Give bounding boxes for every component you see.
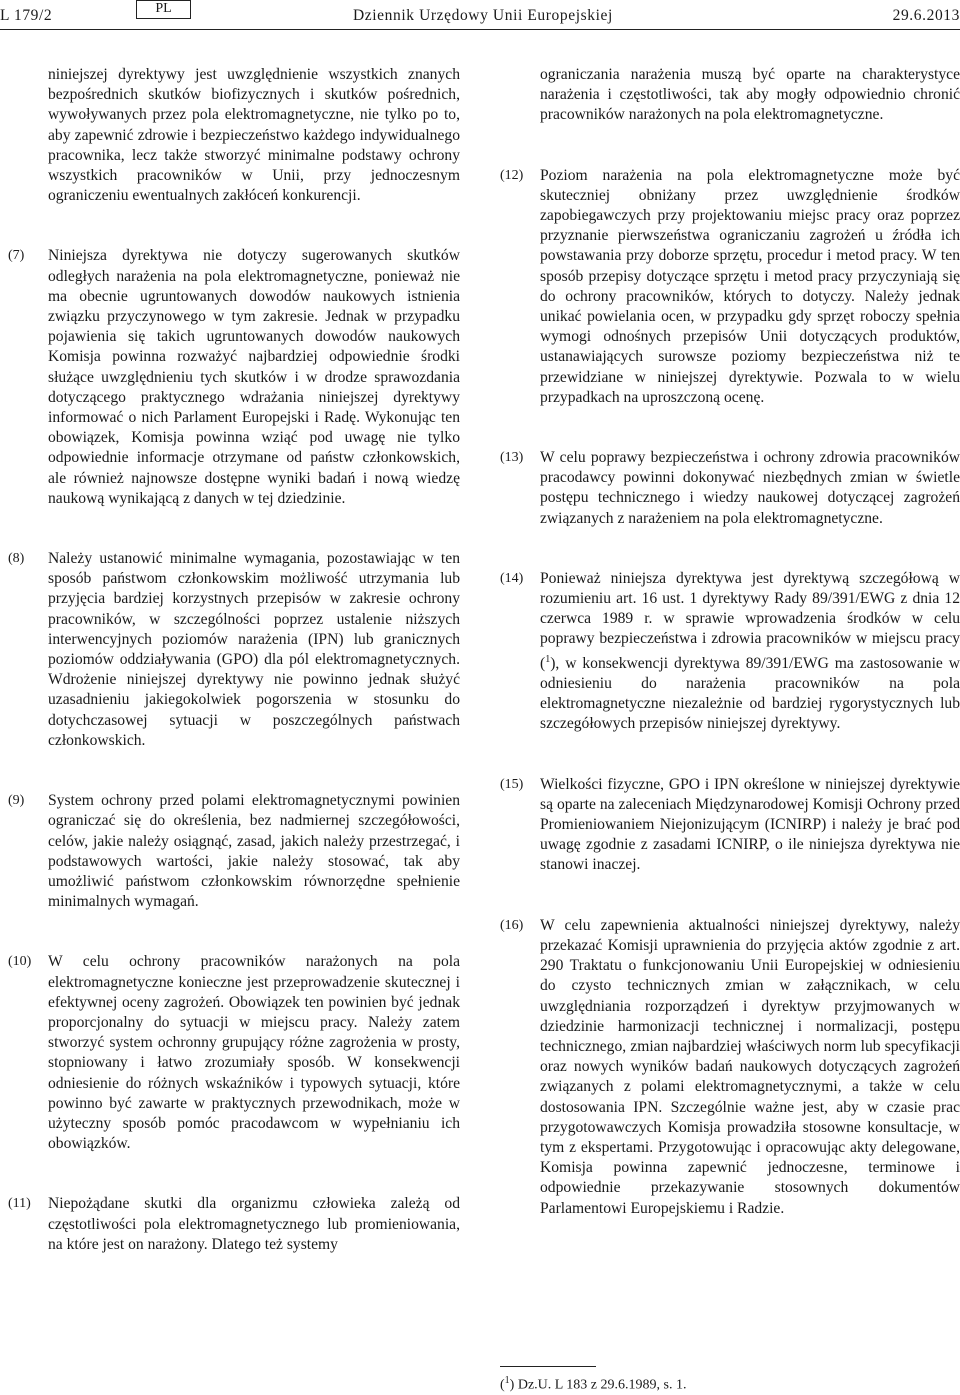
recital-10 xyxy=(8,952,460,1154)
recital-continuation xyxy=(8,65,460,206)
language-code-box: PL xyxy=(136,0,191,19)
recital-number: (7) xyxy=(8,248,25,264)
recital-12 xyxy=(500,166,960,408)
recital-number: (14) xyxy=(500,570,524,586)
footnote-rule xyxy=(500,1366,596,1367)
recital-11 xyxy=(8,1194,460,1255)
page-reference: L 179/2 xyxy=(0,7,53,24)
recital-text: W celu zapewnienia aktualności niniejszej dyrektywy, należy przekazać Komisji uprawnienia do przyjęcia aktów zgodnie z art. 290 Traktatu o funkcjonowaniu Unii Europejskiej w odniesieniu do czysto technicznych zmian w załącznikach, w celu uwzględniania rozporządzeń i dyrektyw przyjmowanych w dziedzinie harmonizacji technicznej i normalizacji, postępu technicznego, zmian najbardziej właściwych norm lub specyfikacji oraz nowych wyników badań naukowych dotyczących zagrożeń związanych z polami elektromagnetycznymi, a także w celu dostosowania IPN. Szczególnie ważne jest, aby w czasie prac przygotowawczych Komisja prowadziła stosowne konsultacje, w tym z ekspertami. Przygotowując i opracowując akty delegowane, Komisja powinna zapewnić jednoczesne, terminowe i odpowiednie przekazywanie stosownych dokumentów Parlamentowi Europejskiemu i Radzie. xyxy=(540,916,960,1217)
page-header xyxy=(0,0,960,40)
recital-text: W celu ochrony pracowników narażonych na pola elektromagnetyczne konieczne jest przeprowadzenie skutecznej i efektywnej oceny zagrożeń. Obowiązek ten powinien być jednak proporcjonalny do sytuacji w miejscu pracy. Należy zatem stworzyć system ochronny grupujący różne zagrożenia w prosty, stopniowany i łatwo zrozumiały sposób. W konsekwencji odniesienie do różnych wskaźników i typowych sytuacji, które powinno być zawarte w praktycznych przewodnikach, może w użyteczny sposób pomóc pracodawcom w wypełnianiu ich obowiązków. xyxy=(48,953,460,1153)
recital-text: W celu poprawy bezpieczeństwa i ochrony zdrowia pracowników pracodawcy powinni dokonywać niezbędnych zmian w świetle postępu technicznego i wiedzy naukowej dotyczącej zagrożeń związanych z narażeniem na pola elektromagnetyczne. xyxy=(540,449,960,527)
recital-7 xyxy=(8,246,460,509)
recital-number: (16) xyxy=(500,917,524,933)
recital-number: (10) xyxy=(8,954,32,970)
recital-text: System ochrony przed polami elektromagnetycznymi powinien ograniczać się do określenia, bez nadmiernej szczegółowości, celów, jakie należy osiągnąć, zasad, jakich należy przestrzegać, i podstawowych wartości, jakie należy stosować, tak aby umożliwić państwom członkowskim równorzędne spełnienie minimalnych wymagań. xyxy=(48,792,460,911)
recital-9 xyxy=(8,791,460,912)
footnote: ($^1$) Dz.U. L 183 z 29.6.1989, s. 1. xyxy=(500,1375,687,1393)
recital-16 xyxy=(500,916,960,1219)
right-column xyxy=(500,65,960,1219)
recital-number: (8) xyxy=(8,551,25,567)
recital-text: Ponieważ niniejsza dyrektywa jest dyrektywą szczegółową w rozumieniu art. 16 ust. 1 dyrektywy Rady 89/391/EWG z dnia 12 czerwca 1989 r. w sprawie wprowadzenia środków w celu poprawy bezpieczeństwa i zdrowia pracowników w miejscu pracy ($^1$), w konsekwencji dyrektywa 89/391/EWG ma zastosowanie w odniesieniu do narażenia pracowników na pola elektromagnetyczne niezależnie od bardziej rygorystycznych lub szczegółowych przepisów niniejszej dyrektywy. xyxy=(540,569,960,733)
footnote-text: Dz.U. L 183 z 29.6.1989, s. 1. xyxy=(517,1377,687,1393)
recital-text: Niniejsza dyrektywa nie dotyczy sugerowanych skutków odległych narażenia na pola elektromagnetyczne, ponieważ nie ma obecnie ugruntowanych dowodów naukowych istnienia związku przyczynowego w tym zakresie. Jednak w przypadku pojawienia się takich ugruntowanych dowodów naukowych Komisja powinna rozważyć najbardziej odpowiednie środki służące uwzględnieniu tych skutków i w drodze sprawozdania dotyczącego praktycznego wdrażania niniejszej dyrektywy informować o nich Parlament Europejski i Radę. Wykonując ten obowiązek, Komisja powinna wziąć pod uwagę nie tylko odpowiednie informacje otrzymane od państw członkowskich, ale również najnowsze dostępne wyniki badań i nową wiedzę naukową wynikającą z danych w tej dziedzinie. xyxy=(48,247,460,507)
recital-number: (15) xyxy=(500,776,524,792)
footnote-reference[interactable]: 1 xyxy=(545,653,551,665)
recital-13 xyxy=(500,448,960,529)
recital-text: Niepożądane skutki dla organizmu człowieka zależą od częstotliwości pola elektromagnetycznego lub promieniowania, na które jest on narażony. Dlatego też systemy xyxy=(48,1195,460,1253)
recital-text: Wielkości fizyczne, GPO i IPN określone w niniejszej dyrektywie są oparte na zaleceniach Międzynarodowej Komisji Ochrony przed Promieniowaniem Niejonizującym (ICNIRP) i należy je brać pod uwagę zgodnie z zasadami ICNIRP, o ile niniejsza dyrektywa nie stanowi inaczej. xyxy=(540,775,960,874)
recital-text: niniejszej dyrektywy jest uwzględnienie wszystkich znanych bezpośrednich skutków biofizycznych i skutków pośrednich, wywoływanych przez pola elektromagnetyczne, nie tylko po to, aby zapewnić zdrowie i bezpieczeństwo każdego indywidualnego pracownika, lecz także stworzyć minimalne podstawy ochrony wszystkich pracowników w Unii, przy jednoczesnym ograniczeniu ewentualnych zakłóceń konkurencji. xyxy=(48,66,460,205)
publication-date: 29.6.2013 xyxy=(892,7,960,24)
recital-number: (9) xyxy=(8,793,25,809)
recital-text: ograniczania narażenia muszą być oparte na charakterystyce narażenia i częstotliwości, tak aby mogły odpowiednio chronić pracowników narażonych na pola elektromagnetyczne. xyxy=(540,66,960,124)
recital-15 xyxy=(500,775,960,876)
recital-8 xyxy=(8,549,460,751)
recital-number: (11) xyxy=(8,1196,31,1212)
left-column xyxy=(8,65,460,1255)
recital-continuation xyxy=(500,65,960,126)
header-rule xyxy=(0,29,960,30)
recital-text: Należy ustanowić minimalne wymagania, pozostawiając w ten sposób państwom członkowskim możliwość utrzymania lub przyjęcia bardziej korzystnych przepisów w zakresie ochrony pracowników, w szczególności poprzez ustalenie niższych interwencyjnych poziomów narażenia (IPN) lub granicznych poziomów oddziaływania (GPO) dla pól elektromagnetycznych. Wdrożenie niniejszej dyrektywy nie powinno jednak służyć uzasadnieniu jakiegokolwiek pogorszenia w stosunku do dotychczasowej sytuacji w poszczególnych państwach członkowskich. xyxy=(48,550,460,749)
recital-text: Poziom narażenia na pola elektromagnetyczne może być skuteczniej obniżany przez uwzględnienie środków zapobiegawczych przy projektowaniu miejsc pracy oraz poprzez przyznanie pierwszeństwa ograniczaniu zagrożeń u źródła ich powstawania przy doborze sprzętu, procedur i metod pracy. W ten sposób przepisy dotyczące sprzętu i metod pracy przyczyniają się do ochrony pracowników, których to dotyczy. Należy jednak unikać powielania ocen, w przypadku gdy sprzęt roboczy spełnia wymogi odnośnych przepisów Unii dotyczących produktów, ustanawiających surowsze poziomy bezpieczeństwa niż te przewidziane w niniejszej dyrektywie. Pozwala to w wielu przypadkach na uproszczoną ocenę. xyxy=(540,166,960,406)
recital-number: (12) xyxy=(500,167,524,183)
journal-title: Dziennik Urzędowy Unii Europejskiej xyxy=(353,7,613,24)
recital-14 xyxy=(500,569,960,735)
footnote-marker: 1 xyxy=(504,1375,510,1386)
recital-number: (13) xyxy=(500,450,524,466)
